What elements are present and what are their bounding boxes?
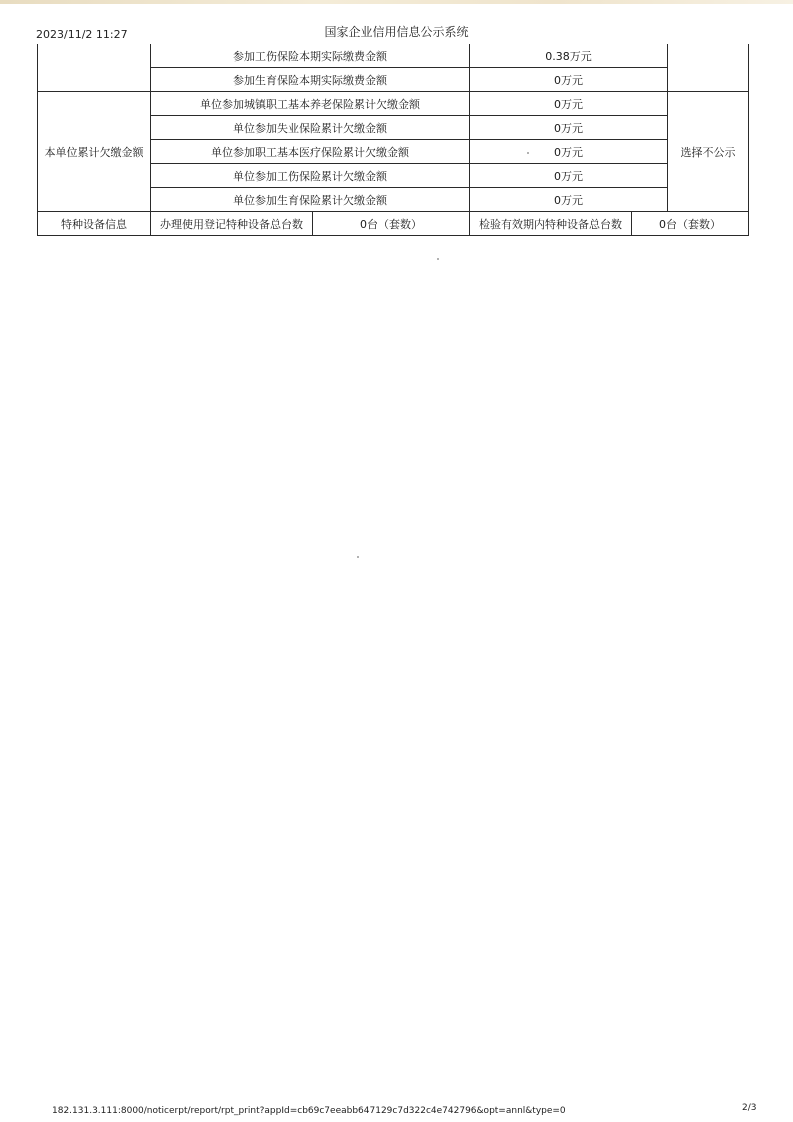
inspected-equipment-value: 0台（套数）: [632, 212, 749, 236]
table-row: [38, 92, 749, 116]
table-row-special-equipment: [38, 212, 749, 236]
arrears-note: 选择不公示: [668, 92, 749, 212]
row-value: 0万元: [470, 116, 668, 140]
row-value: 0.38万元: [470, 44, 668, 68]
row-label: 单位参加生育保险累计欠缴金额: [151, 188, 470, 212]
row-value: 0万元: [470, 92, 668, 116]
note-cell-continued: [668, 44, 749, 92]
group-cell-continued: [38, 44, 151, 92]
scan-speck: [357, 556, 359, 558]
row-label: 单位参加职工基本医疗保险累计欠缴金额: [151, 140, 470, 164]
row-label: 参加生育保险本期实际缴费金额: [151, 68, 470, 92]
scan-speck: [527, 152, 529, 154]
registered-equipment-label: 办理使用登记特种设备总台数: [151, 212, 313, 236]
row-value: 0万元: [470, 188, 668, 212]
page-title: 国家企业信用信息公示系统: [324, 25, 469, 39]
footer-url: 182.131.3.111:8000/noticerpt/report/rpt_print?appId=cb69c7eeabb647129c7d322c4e742796&opt=annl&type=0: [52, 1106, 566, 1116]
special-equipment-title: 特种设备信息: [38, 212, 151, 236]
scan-edge-strip: [0, 0, 793, 4]
arrears-group-title: 本单位累计欠缴金额: [38, 92, 151, 212]
row-label: 单位参加城镇职工基本养老保险累计欠缴金额: [151, 92, 470, 116]
row-value: 0万元: [470, 164, 668, 188]
row-label: 参加工伤保险本期实际缴费金额: [151, 44, 470, 68]
inspected-equipment-label: 检验有效期内特种设备总台数: [470, 212, 632, 236]
row-label: 单位参加工伤保险累计欠缴金额: [151, 164, 470, 188]
row-value: 0万元: [470, 140, 668, 164]
report-table: [37, 44, 749, 236]
table-row: [38, 44, 749, 68]
page-number: 2/3: [742, 1103, 757, 1113]
row-label: 单位参加失业保险累计欠缴金额: [151, 116, 470, 140]
print-datetime: 2023/11/2 11:27: [36, 28, 128, 41]
row-value: 0万元: [470, 68, 668, 92]
scan-speck: [437, 258, 439, 260]
registered-equipment-value: 0台（套数）: [313, 212, 470, 236]
